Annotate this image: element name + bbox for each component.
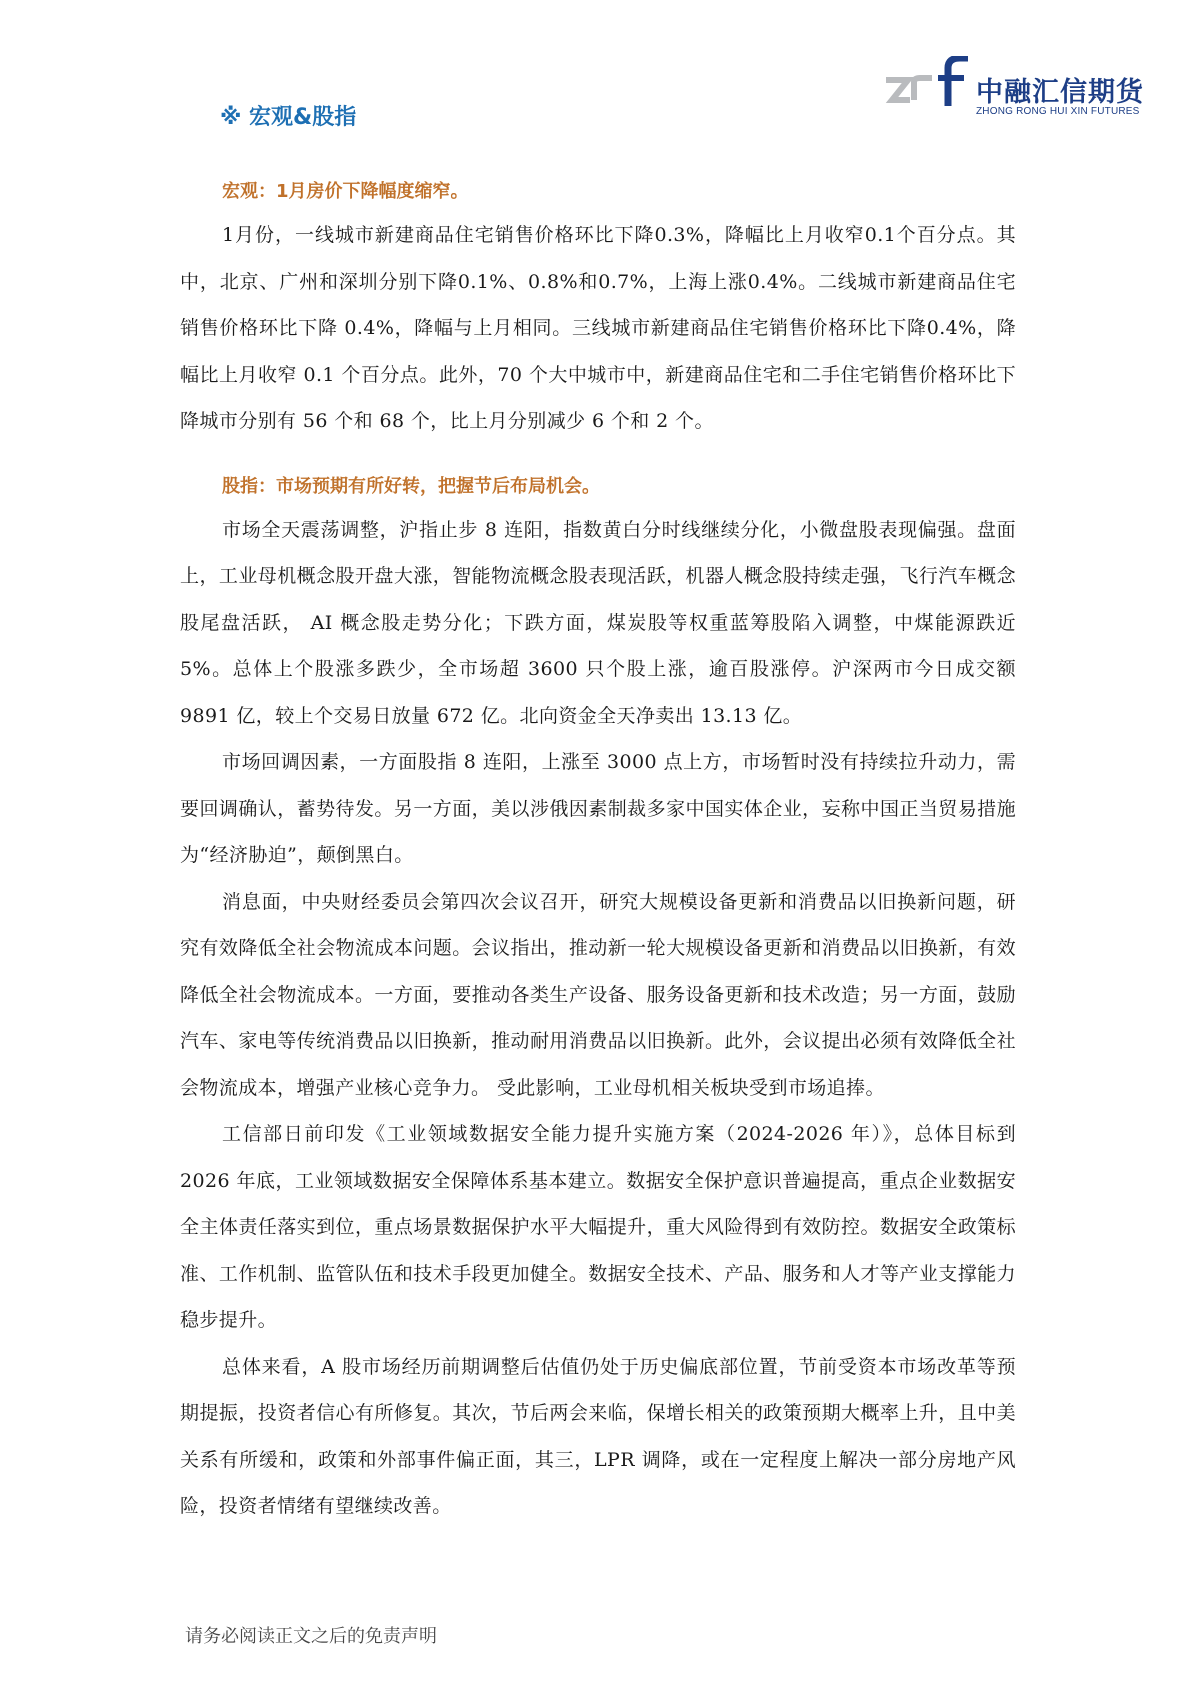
zrf-mark-icon <box>880 56 970 124</box>
disclaimer-footer: 请务必阅读正文之后的免责声明 <box>185 1626 437 1647</box>
equity-paragraph: 市场全天震荡调整，沪指止步 8 连阳，指数黄白分时线继续分化，小微盘股表现偏强。盘面上，工业母机概念股开盘大涨，智能物流概念股表现活跃，机器人概念股持续走强，飞行汽车概念股尾盘活跃， AI 概念股走势分化；下跌方面，煤炭股等权重蓝筹股陷入调整，中煤能源跌近 5%。总体上个股涨多跌少，全市场超 3600 只个股上涨，逾百股涨停。沪深两市今日成交额 9891 亿，较上个交易日放量 672 亿。北向资金全天净卖出 13.13 亿。 <box>180 518 1016 727</box>
macro-paragraph: 1月份，一线城市新建商品住宅销售价格环比下降0.3%，降幅比上月收窄0.1个百分点。其中，北京、广州和深圳分别下降0.1%、0.8%和0.7%，上海上涨0.4%。二线城市新建商品住宅销售价格环比下降 0.4%，降幅与上月相同。三线城市新建商品住宅销售价格环比下降0.4%，降幅比上月收窄 0.1 个百分点。此外，70 个大中城市中，新建商品住宅和二手住宅销售价格环比下降城市分别有 56 个和 68 个，比上月分别减少 6 个和 2 个。 <box>180 224 1016 432</box>
company-logo <box>880 56 1150 124</box>
report-body <box>180 176 1016 1530</box>
equity-paragraph: 工信部日前印发《工业领域数据安全能力提升实施方案（2024-2026 年）》，总体目标到2026 年底，工业领域数据安全保障体系基本建立。数据安全保护意识普遍提高，重点企业数据安全主体责任落实到位，重点场景数据保护水平大幅提升，重大风险得到有效防控。数据安全政策标准、工作机制、监管队伍和技术手段更加健全。数据安全技术、产品、服务和人才等产业支撑能力稳步提升。 <box>180 1123 1016 1331</box>
macro-heading: 宏观：1月房价下降幅度缩窄。 <box>222 181 469 202</box>
equity-paragraph: 市场回调因素，一方面股指 8 连阳，上涨至 3000 点上方，市场暂时没有持续拉升动力，需要回调确认，蓄势待发。另一方面，美以涉俄因素制裁多家中国实体企业，妄称中国正当贸易措施为“经济胁迫”，颠倒黑白。 <box>180 751 1016 866</box>
equity-heading: 股指：市场预期有所好转，把握节后布局机会。 <box>222 475 600 497</box>
section-title: ※ 宏观&股指 <box>220 105 357 130</box>
logo-name-en: ZHONG RONG HUI XIN FUTURES <box>976 106 1140 117</box>
equity-paragraph: 总体来看，A 股市场经历前期调整后估值仍处于历史偏底部位置，节前受资本市场改革等预期提振，投资者信心有所修复。其次，节后两会来临，保增长相关的政策预期大概率上升，且中美关系有所缓和，政策和外部事件偏正面，其三，LPR 调降，或在一定程度上解决一部分房地产风险，投资者情绪有望继续改善。 <box>180 1355 1016 1517</box>
logo-name-cn: 中融汇信期货 <box>976 77 1144 108</box>
equity-paragraph: 消息面，中央财经委员会第四次会议召开，研究大规模设备更新和消费品以旧换新问题，研究有效降低全社会物流成本问题。会议指出，推动新一轮大规模设备更新和消费品以旧换新，有效降低全社会物流成本。一方面，要推动各类生产设备、服务设备更新和技术改造；另一方面，鼓励汽车、家电等传统消费品以旧换新，推动耐用消费品以旧换新。此外，会议提出必须有效降低全社会物流成本，增强产业核心竞争力。 受此影响，工业母机相关板块受到市场追捧。 <box>180 890 1016 1099</box>
